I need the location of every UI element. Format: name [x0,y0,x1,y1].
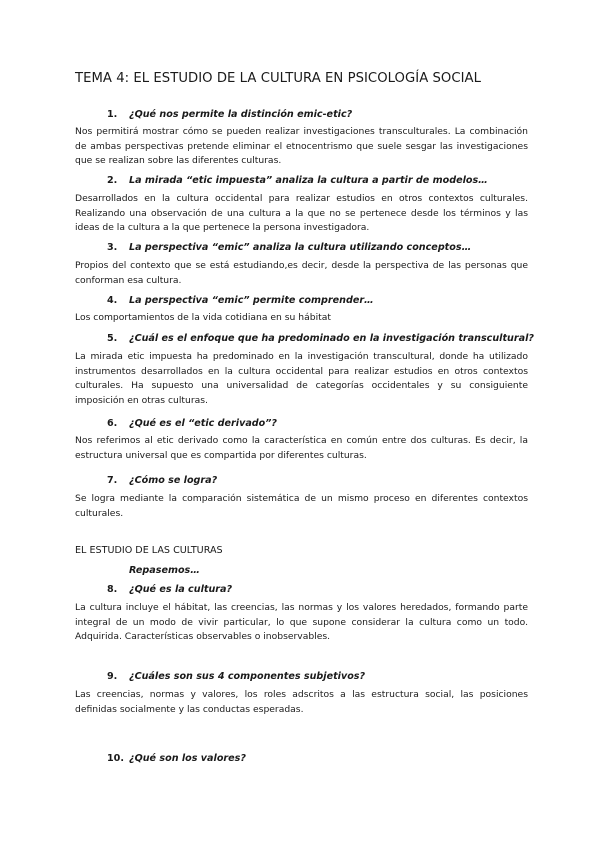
question-3 [107,242,471,253]
question-text: ¿Qué nos permite la distinción emic-etic? [129,109,353,120]
question-text: ¿Qué son los valores? [129,753,246,764]
question-text: ¿Qué es la cultura? [129,584,233,595]
question-number: 3. [107,242,118,253]
question-number: 10. [107,753,124,764]
question-7 [107,475,217,486]
question-number: 6. [107,418,118,429]
answer-4: Los comportamientos de la vida cotidiana en su hábitat [75,312,331,323]
answer-2: Desarrollados en la cultura occidental para realizar estudios en otros contextos culturales. Realizando una observación de una cultura a la que no se pertenece desde los términos y las ideas de la cultura a la que pertenece la persona investigadora. [75,193,528,234]
question-number: 7. [107,475,118,486]
question-5 [107,333,534,344]
question-number: 4. [107,295,118,306]
question-text: ¿Cuál es el enfoque que ha predominado en la investigación transcultural? [129,333,534,344]
question-number: 2. [107,175,118,186]
answer-9: Las creencias, normas y valores, los roles adscritos a las estructura social, las posiciones definidas socialmente y las conductas esperadas. [75,689,528,715]
question-number: 5. [107,333,118,344]
question-6 [107,418,277,429]
question-8 [107,584,232,595]
question-4 [107,295,374,306]
question-1 [107,109,352,120]
answer-5: La mirada etic impuesta ha predominado en la investigación transcultural, donde ha utilizado instrumentos desarrollados en la cultura occidental para realizar estudios en otros contextos culturales. Ha supuesto una universalidad de categorías occidentales y su consiguiente imposición en otras culturas. [75,351,528,406]
section-heading: EL ESTUDIO DE LAS CULTURAS [75,545,223,556]
question-text: ¿Cómo se logra? [129,475,218,486]
answer-3: Propios del contexto que se está estudiando,es decir, desde la perspectiva de las personas que conforman esa cultura. [75,260,528,286]
question-2 [107,175,488,186]
answer-7: Se logra mediante la comparación sistemática de un mismo proceso en diferentes contextos culturales. [75,493,528,519]
page-title: TEMA 4: EL ESTUDIO DE LA CULTURA EN PSICOLOGÍA SOCIAL [75,71,482,86]
answer-1: Nos permitirá mostrar cómo se pueden realizar investigaciones transculturales. La combinación de ambas perspectivas pretende eliminar el etnocentrismo que suele sesgar las investigaciones que se realizan sobre las diferentes culturas. [75,126,528,167]
answer-6: Nos referimos al etic derivado como la característica en común entre dos culturas. Es decir, la estructura universal que es compartida por diferentes culturas. [75,435,528,461]
question-text: ¿Qué es el “etic derivado”? [129,418,278,429]
question-number: 8. [107,584,118,595]
question-text: La perspectiva “emic” analiza la cultura utilizando conceptos… [129,242,472,253]
question-number: 1. [107,109,118,120]
question-text: La perspectiva “emic” permite comprender… [129,295,374,306]
question-text: La mirada “etic impuesta” analiza la cultura a partir de modelos… [129,175,488,186]
question-number: 9. [107,671,118,682]
question-10 [107,753,246,764]
answer-8: La cultura incluye el hábitat, las creencias, las normas y los valores heredados, formando parte integral de un modo de vivir particular, lo que supone considerar la cultura como un todo. Adquirida. Características observables o inobservables. [75,602,528,643]
question-9 [107,671,365,682]
question-text: ¿Cuáles son sus 4 componentes subjetivos? [129,671,366,682]
section-subheading: Repasemos… [129,565,200,576]
